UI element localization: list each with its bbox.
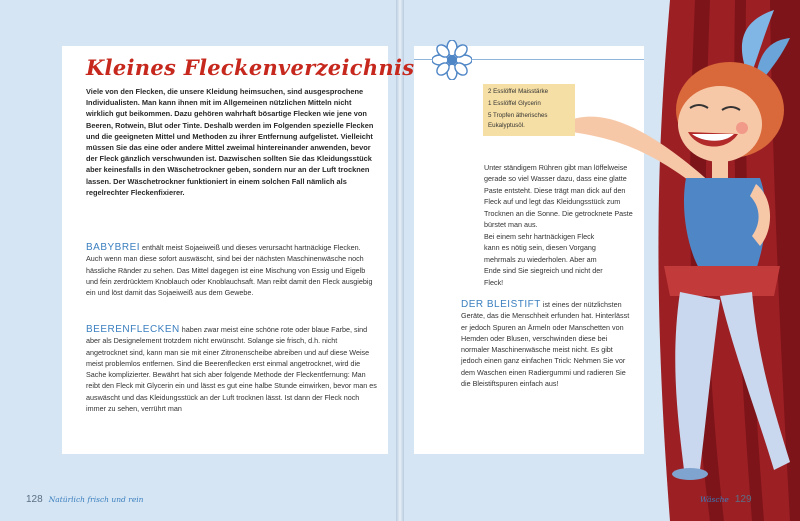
recipe-item: 1 Esslöffel Glycerin: [488, 100, 541, 108]
paste-paragraph: Unter ständigem Rühren gibt man löffelweise gerade so viel Wasser dazu, dass eine glatte Paste entsteht. Diese trägt man dick auf den Fleck auf und legt das Kleidungsstück zum Trocknen an die Sonne. Die getrocknete Paste bürstet man aus.: [484, 163, 633, 230]
recipe-box: [483, 84, 575, 136]
page-title: Kleines Fleckenverzeichnis: [86, 55, 415, 80]
page-number: 129: [734, 494, 752, 505]
entry-term: DER BLEISTIFT: [461, 299, 541, 310]
entry-babybrei: [86, 242, 378, 298]
entry-beerenflecken: [86, 324, 378, 414]
entry-text: ist eines der nützlichsten Geräte, das die Menschheit erfunden hat. Hinterlässt er jedoch Spuren an Ärmeln oder Manschetten von Hemden oder Blusen, verschwinden diese bei normaler Maschinenwäsche meist nicht. Es gibt jedoch einen ganz einfachen Trick: Nehmen Sie vor dem Waschen einen Radiergummi und radieren Sie die Bleistiftspuren einfach aus!: [461, 300, 630, 389]
recipe-item: 5 Tropfen ätherisches Eukalyptusöl.: [488, 112, 548, 129]
running-title: Natürlich frisch und rein: [48, 495, 144, 504]
entry-bleistift: [461, 299, 633, 389]
entry-text: enthält meist Sojaeiweiß und dieses verursacht hartnäckige Flecken. Auch wenn man diese sofort auswäscht, sind bei der nächsten Maschinenwäsche noch hässliche Ränder zu sehen. Das Mittel dagegen ist eine Mischung von Essig und Eigelb und fein zerdrücktem Knoblauch oder Knoblauchsaft. Man reibt damit den Fleck ausgiebig ein und löst damit das Sojaeiweiß aus dem Gewebe.: [86, 243, 373, 298]
left-footer: [26, 494, 144, 505]
page-number: 128: [26, 494, 43, 505]
entry-term: BABYBREI: [86, 242, 141, 253]
right-footer: [700, 494, 752, 505]
entry-term: BEERENFLECKEN: [86, 324, 180, 335]
entry-text: haben zwar meist eine schöne rote oder blaue Farbe, sind aber als Designelement trotzdem nicht erwünscht. Solange sie frisch, d.h. nicht angetrocknet sind, kann man sie mit einer Zitronenscheibe abreiben und auf diese Weise meist problemlos entfernen. Sind die Beerenflecken erst einmal angetrocknet, wird die Sache komplizierter. Bewährt hat sich aber folgende Methode der Fleckentfernung: Man reibt den Fleck mit Glycerin ein und lässt es gut eine halbe Stunde einwirken, bevor man es auswäscht und das Kleidungsstück an der Luft trocknen lässt. Ist dann der Fleck noch immer zu sehen, verrührt man: [86, 325, 377, 414]
recipe-item: 2 Esslöffel Maisstärke: [488, 88, 549, 95]
intro-paragraph: Viele von den Flecken, die unsere Kleidung heimsuchen, sind ausgesprochene Individualisten. Man kann ihnen mit im Allgemeinen nützlichen Mitteln nicht wirklich gut beikommen. Dazu gehören wahrhaft bösartige Flecken wie jene von Beeren, Rotwein, Blut oder Tinte. Deshalb werden im Folgenden spezielle Flecken und die geeigneten Mittel und Methoden zu ihrer Entfernung aufgelistet. Vielleicht müssen Sie das eine oder andere Mittel zweimal hintereinander anwenden, bevor der Fleck gänzlich verschwunden ist. Dazwischen sollten Sie das Kleidungsstück aber keinesfalls in den Wäschetrockner geben, sondern nur an der Luft trocknen lassen. Der Wäschetrockner funktioniert in einem solchen Fall nämlich als regelrechter Fleckenfixierer.: [86, 87, 374, 197]
flower-icon: [432, 40, 472, 80]
repeat-paragraph: Bei einem sehr hartnäckigen Fleck kann es nötig sein, diesen Vorgang mehrmals zu wiederholen. Aber am Ende sind Sie siegreich und nicht der Fleck!: [484, 232, 603, 287]
running-title: Wäsche: [700, 495, 729, 504]
